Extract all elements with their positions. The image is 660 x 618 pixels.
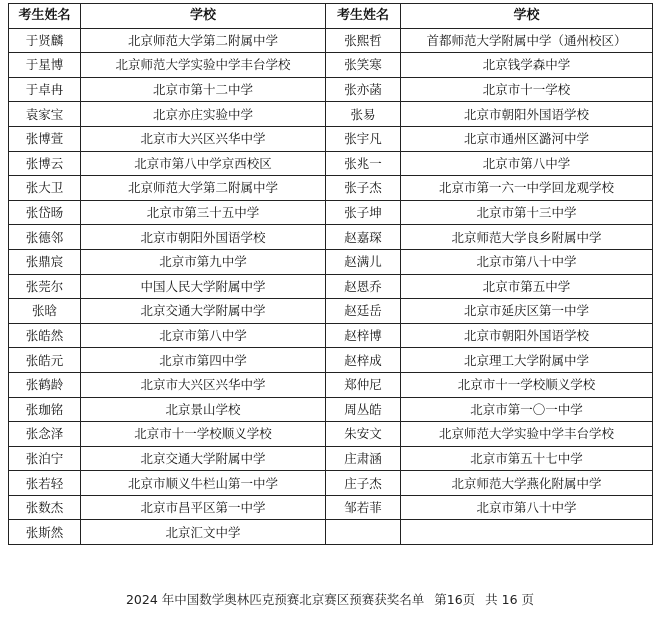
student-name-left: 张若轻 [9,471,81,496]
student-name-left: 张皓然 [9,323,81,348]
school-right: 北京市十一学校顺义学校 [401,372,653,397]
student-name-right: 赵满儿 [326,249,401,274]
student-name-left: 张泊宁 [9,446,81,471]
table-row [9,397,653,422]
student-name-left: 张博云 [9,151,81,176]
header-school-right: 学校 [401,4,653,29]
school-left: 北京市朝阳外国语学校 [81,225,326,250]
student-name-right: 张子坤 [326,200,401,225]
table-row [9,348,653,373]
student-name-left: 张晗 [9,299,81,324]
school-right: 北京市第五十七中学 [401,446,653,471]
table-row [9,372,653,397]
student-name-left: 张博萱 [9,126,81,151]
table-row [9,151,653,176]
school-left: 北京市顺义牛栏山第一中学 [81,471,326,496]
table-header-row [9,4,653,29]
school-left: 北京市第八中学京西校区 [81,151,326,176]
school-left: 北京市第三十五中学 [81,200,326,225]
school-right: 北京市十一学校 [401,77,653,102]
school-right: 北京市朝阳外国语学校 [401,102,653,127]
student-name-right: 赵恩乔 [326,274,401,299]
school-left: 北京市大兴区兴华中学 [81,372,326,397]
table-row [9,77,653,102]
school-left: 北京市第四中学 [81,348,326,373]
school-right [401,520,653,545]
school-right: 北京市第八十中学 [401,249,653,274]
school-right: 北京市延庆区第一中学 [401,299,653,324]
school-right: 北京市第五中学 [401,274,653,299]
footer-page-number: 第16页 [434,592,476,607]
school-left: 北京师范大学实验中学丰台学校 [81,53,326,78]
school-left: 北京交通大学附属中学 [81,446,326,471]
student-name-right: 张亦菡 [326,77,401,102]
student-name-right: 张兆一 [326,151,401,176]
student-name-left: 张数杰 [9,495,81,520]
student-name-right: 张易 [326,102,401,127]
student-name-right: 朱安文 [326,422,401,447]
header-school-left: 学校 [81,4,326,29]
student-name-left: 张鹤龄 [9,372,81,397]
school-left: 北京师范大学第二附属中学 [81,176,326,201]
table-row [9,249,653,274]
student-name-left: 于星博 [9,53,81,78]
header-name-left: 考生姓名 [9,4,81,29]
school-left: 中国人民大学附属中学 [81,274,326,299]
table-row [9,422,653,447]
school-right: 北京市朝阳外国语学校 [401,323,653,348]
school-left: 北京交通大学附属中学 [81,299,326,324]
student-name-right: 赵嘉琛 [326,225,401,250]
student-name-right: 赵廷岳 [326,299,401,324]
school-left: 北京景山学校 [81,397,326,422]
page-footer [0,590,660,608]
header-name-right: 考生姓名 [326,4,401,29]
student-name-left: 于卓冉 [9,77,81,102]
school-right: 北京钱学森中学 [401,53,653,78]
student-name-right [326,520,401,545]
student-name-left: 张念泽 [9,422,81,447]
student-name-left: 张莞尔 [9,274,81,299]
table-row [9,102,653,127]
table-row [9,299,653,324]
table-row [9,53,653,78]
school-right: 首都师范大学附属中学（通州校区） [401,28,653,53]
school-left: 北京汇文中学 [81,520,326,545]
student-name-right: 张子杰 [326,176,401,201]
table-body [9,28,653,544]
school-left: 北京市大兴区兴华中学 [81,126,326,151]
student-name-right: 庄子杰 [326,471,401,496]
school-left: 北京市十一学校顺义学校 [81,422,326,447]
table-row [9,28,653,53]
school-right: 北京市第十三中学 [401,200,653,225]
footer-total-pages: 共 16 页 [485,592,535,607]
table-row [9,323,653,348]
school-left: 北京市昌平区第一中学 [81,495,326,520]
student-name-right: 郑仲尼 [326,372,401,397]
school-right: 北京市第八中学 [401,151,653,176]
student-name-right: 周丛皓 [326,397,401,422]
school-right: 北京师范大学实验中学丰台学校 [401,422,653,447]
table-row [9,225,653,250]
school-right: 北京师范大学良乡附属中学 [401,225,653,250]
school-right: 北京市第一六一中学回龙观学校 [401,176,653,201]
table-row [9,471,653,496]
school-right: 北京理工大学附属中学 [401,348,653,373]
table-row [9,446,653,471]
school-left: 北京市第九中学 [81,249,326,274]
student-name-left: 袁家宝 [9,102,81,127]
table-row [9,274,653,299]
school-left: 北京市第八中学 [81,323,326,348]
table-row [9,200,653,225]
student-name-right: 张熙哲 [326,28,401,53]
student-name-right: 邹若菲 [326,495,401,520]
footer-title: 2024 年中国数学奥林匹克预赛北京赛区预赛获奖名单 [125,592,425,607]
school-right: 北京市第八十中学 [401,495,653,520]
student-name-right: 庄肃涵 [326,446,401,471]
student-name-left: 张德邻 [9,225,81,250]
school-left: 北京市第十二中学 [81,77,326,102]
table-row [9,495,653,520]
student-name-left: 张岱旸 [9,200,81,225]
school-left: 北京亦庄实验中学 [81,102,326,127]
student-name-right: 张宇凡 [326,126,401,151]
student-name-left: 张鼎宸 [9,249,81,274]
student-name-right: 张笑寒 [326,53,401,78]
student-name-right: 赵梓成 [326,348,401,373]
award-table [8,3,653,545]
student-name-left: 张大卫 [9,176,81,201]
student-name-left: 于贤麟 [9,28,81,53]
table-row [9,520,653,545]
student-name-left: 张斯然 [9,520,81,545]
student-name-left: 张皓元 [9,348,81,373]
school-right: 北京市通州区潞河中学 [401,126,653,151]
student-name-left: 张珈铭 [9,397,81,422]
school-right: 北京师范大学燕化附属中学 [401,471,653,496]
table-row [9,176,653,201]
table-row [9,126,653,151]
school-left: 北京师范大学第二附属中学 [81,28,326,53]
student-name-right: 赵梓博 [326,323,401,348]
school-right: 北京市第一〇一中学 [401,397,653,422]
